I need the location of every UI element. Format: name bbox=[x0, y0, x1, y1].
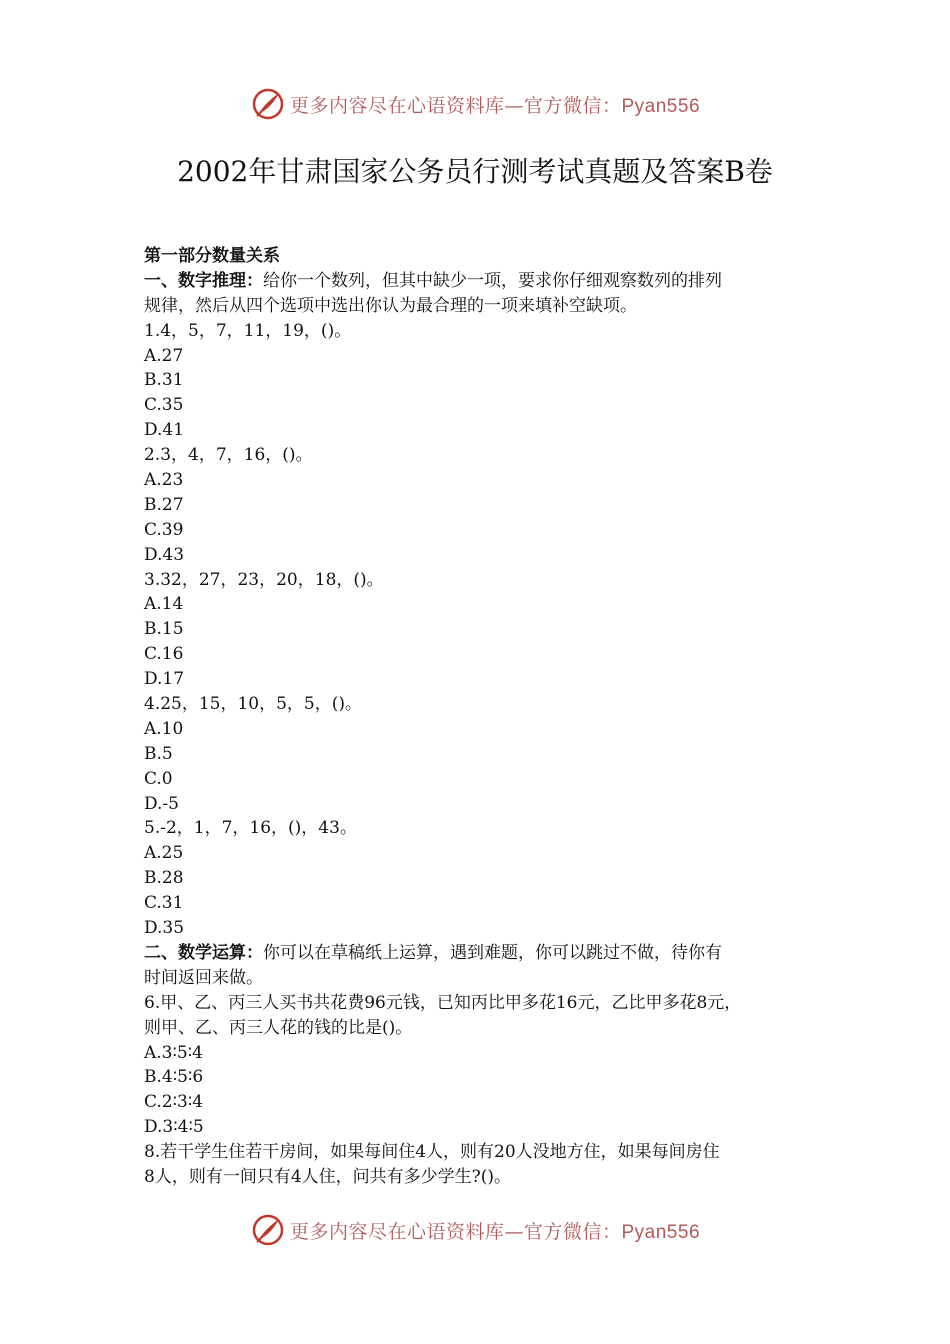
section1-intro-cont: 规律，然后从四个选项中选出你认为最合理的一项来填补空缺项。 bbox=[144, 295, 637, 316]
watermark-text: 更多内容尽在心语资料库—官方微信：Pyan556 bbox=[289, 1220, 701, 1243]
option: A.10 bbox=[144, 718, 184, 739]
question-5: 5.-2，1，7，16，()，43。 bbox=[144, 818, 357, 839]
section1-intro: 一、数字推理：给你一个数列，但其中缺少一项，要求你仔细观察数列的排列 bbox=[144, 270, 722, 291]
section2-label: 二、数学运算： bbox=[144, 942, 263, 963]
section1-label: 一、数字推理： bbox=[144, 270, 263, 291]
question-1: 1.4，5，7，11，19，()。 bbox=[144, 320, 352, 341]
option: D.-5 bbox=[144, 793, 179, 814]
option: C.16 bbox=[144, 644, 184, 665]
option: C.39 bbox=[144, 519, 184, 540]
document-body bbox=[144, 244, 824, 1190]
option: A.14 bbox=[144, 594, 184, 615]
watermark-banner-top bbox=[0, 84, 950, 124]
option: B.27 bbox=[144, 494, 184, 515]
question-2: 2.3，4，7，16，()。 bbox=[144, 445, 313, 466]
quill-logo-icon bbox=[250, 86, 286, 122]
option: A.23 bbox=[144, 470, 184, 491]
option: B.31 bbox=[144, 370, 184, 391]
option: C.35 bbox=[144, 395, 184, 416]
question-8-cont: 8人，则有一间只有4人住，问共有多少学生?()。 bbox=[144, 1166, 512, 1187]
option: B.4∶5∶6 bbox=[144, 1067, 204, 1088]
section2-intro-cont: 时间返回来做。 bbox=[144, 967, 263, 988]
question-6: 6.甲、乙、丙三人买书共花费96元钱，已知丙比甲多花16元，乙比甲多花8元， bbox=[144, 992, 742, 1013]
section2-intro: 二、数学运算：你可以在草稿纸上运算，遇到难题，你可以跳过不做，待你有 bbox=[144, 942, 722, 963]
option: C.31 bbox=[144, 893, 184, 914]
option: B.5 bbox=[144, 743, 173, 764]
question-4: 4.25，15，10，5，5，()。 bbox=[144, 694, 363, 715]
question-3: 3.32，27，23，20，18，()。 bbox=[144, 569, 384, 590]
option: B.15 bbox=[144, 619, 184, 640]
watermark-banner-bottom bbox=[0, 1210, 950, 1250]
option: D.35 bbox=[144, 918, 185, 939]
option: C.0 bbox=[144, 768, 173, 789]
option: D.3∶4∶5 bbox=[144, 1117, 204, 1138]
option: C.2∶3∶4 bbox=[144, 1092, 204, 1113]
option: A.27 bbox=[144, 345, 184, 366]
option: A.25 bbox=[144, 843, 184, 864]
watermark-text: 更多内容尽在心语资料库—官方微信：Pyan556 bbox=[289, 94, 701, 117]
option: D.41 bbox=[144, 420, 185, 441]
document-title: 2002年甘肃国家公务员行测考试真题及答案B卷 bbox=[177, 155, 773, 188]
option: B.28 bbox=[144, 868, 184, 889]
quill-logo-icon bbox=[250, 1212, 286, 1248]
option: D.17 bbox=[144, 669, 185, 690]
option: D.43 bbox=[144, 544, 185, 565]
question-6-cont: 则甲、乙、丙三人花的钱的比是()。 bbox=[144, 1017, 413, 1038]
question-8: 8.若干学生住若干房间，如果每间住4人，则有20人没地方住，如果每间房住 bbox=[144, 1142, 720, 1163]
option: A.3∶5∶4 bbox=[144, 1042, 203, 1063]
part-heading: 第一部分数量关系 bbox=[144, 246, 280, 266]
